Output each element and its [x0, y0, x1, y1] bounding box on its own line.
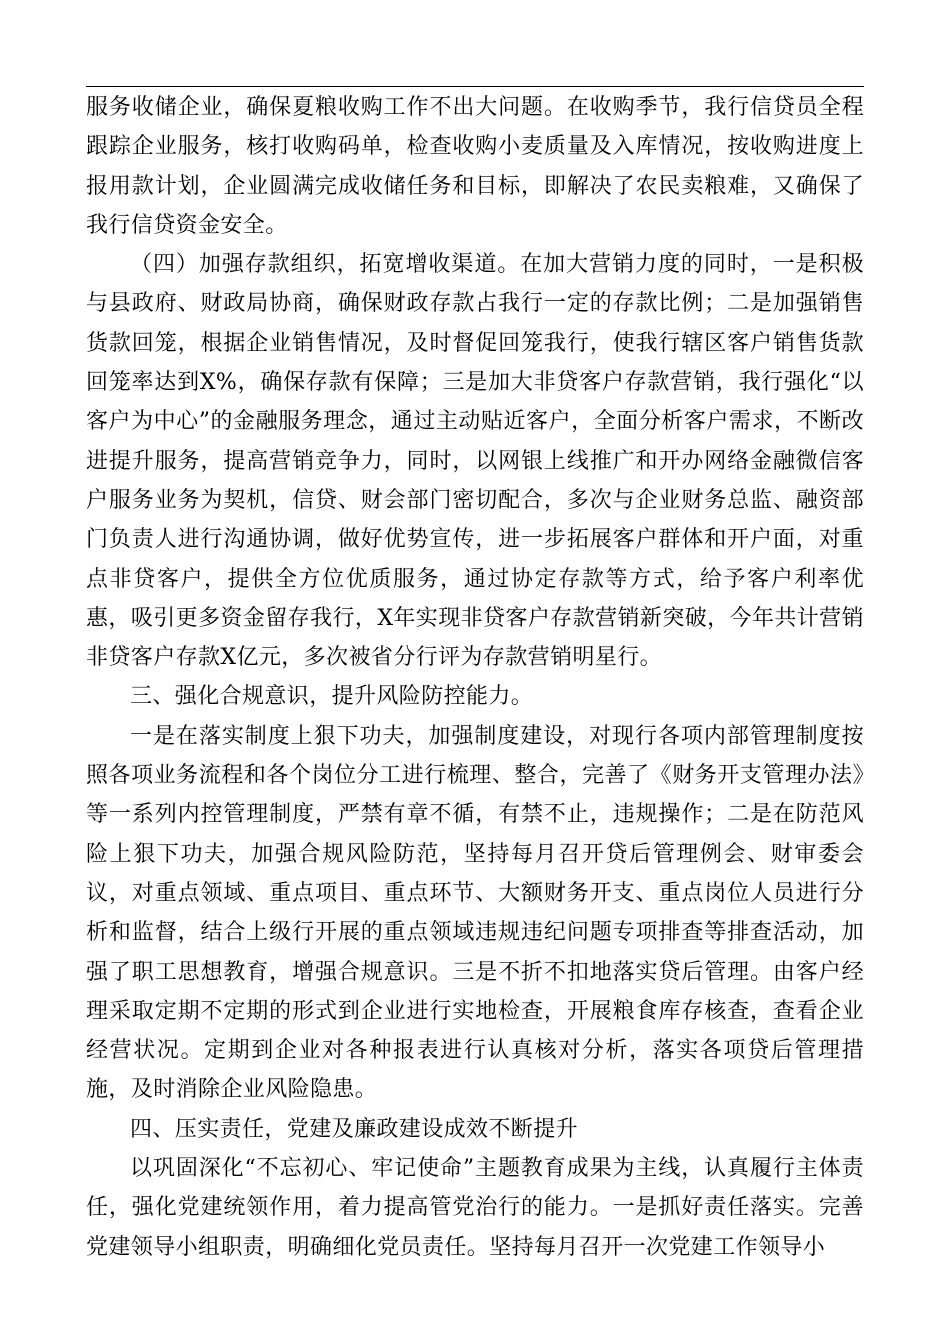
- header-rule: [86, 86, 864, 87]
- section-heading-party-building: 四、压实责任，党建及廉政建设成效不断提升: [130, 1116, 579, 1142]
- paragraph-deposit-organization: （四）加强存款组织，拓宽增收渠道。在加大营销力度的同时，一是积极与县政府、财政局协商，确保财政存款占我行一定的存款比例；二是加强销售货款回笼，根据企业销售情况，及时督促回笼我行，使我行辖区客户销售货款回笼率达到X%，确保存款有保障；三是加大非贷客户存款营销，我行强化“以客户为中心”的金融服务理念，通过主动贴近客户，全面分析客户需求，不断改进提升服务，提高营销竞争力，同时，以网银上线推广和开办网络金融微信客户服务业务为契机，信贷、财会部门密切配合，多次与企业财务总监、融资部门负责人进行沟通协调，做好优势宣传，进一步拓展客户群体和开户面，对重点非贷客户，提供全方位优质服务，通过协定存款等方式，给予客户利率优惠，吸引更多资金留存我行，X年实现非贷客户存款营销新突破，今年共计营销非贷客户存款X亿元，多次被省分行评为存款营销明星行。: [86, 252, 864, 671]
- paragraph-party-building: 以巩固深化“不忘初心、牢记使命”主题教育成果为主线，认真履行主体责任，强化党建统领作用，着力提高管党治行的能力。一是抓好责任落实。完善党建领导小组职责，明确细化党员责任。坚持每月召开一次党建工作领导小: [86, 1156, 864, 1260]
- document-body: [86, 88, 864, 1267]
- paragraph-compliance-measures: 一是在落实制度上狠下功夫，加强制度建设，对现行各项内部管理制度按照各项业务流程和各个岗位分工进行梳理、整合，完善了《财务开支管理办法》等一系列内控管理制度，严禁有章不循，有禁不止，违规操作；二是在防范风险上狠下功夫，加强合规风险防范，坚持每月召开贷后管理例会、财审委会议，对重点领域、重点项目、重点环节、大额财务开支、重点岗位人员进行分析和监督，结合上级行开展的重点领域违规违纪问题专项排查等排查活动，加强了职工思想教育，增强合规意识。三是不折不扣地落实贷后管理。由客户经理采取定期不定期的形式到企业进行实地检查，开展粮食库存核查，查看企业经营状况。定期到企业对各种报表进行认真核对分析，落实各项贷后管理措施，及时消除企业风险隐患。: [86, 723, 864, 1103]
- section-heading-compliance: 三、强化合规意识，提升风险防控能力。: [130, 684, 534, 710]
- paragraph-grain-purchase: 服务收储企业，确保夏粮收购工作不出大问题。在收购季节，我行信贷员全程跟踪企业服务，核打收购码单，检查收购小麦质量及入库情况，按收购进度上报用款计划，企业圆满完成收储任务和目标，即解决了农民卖粮难，又确保了我行信贷资金安全。: [86, 95, 864, 238]
